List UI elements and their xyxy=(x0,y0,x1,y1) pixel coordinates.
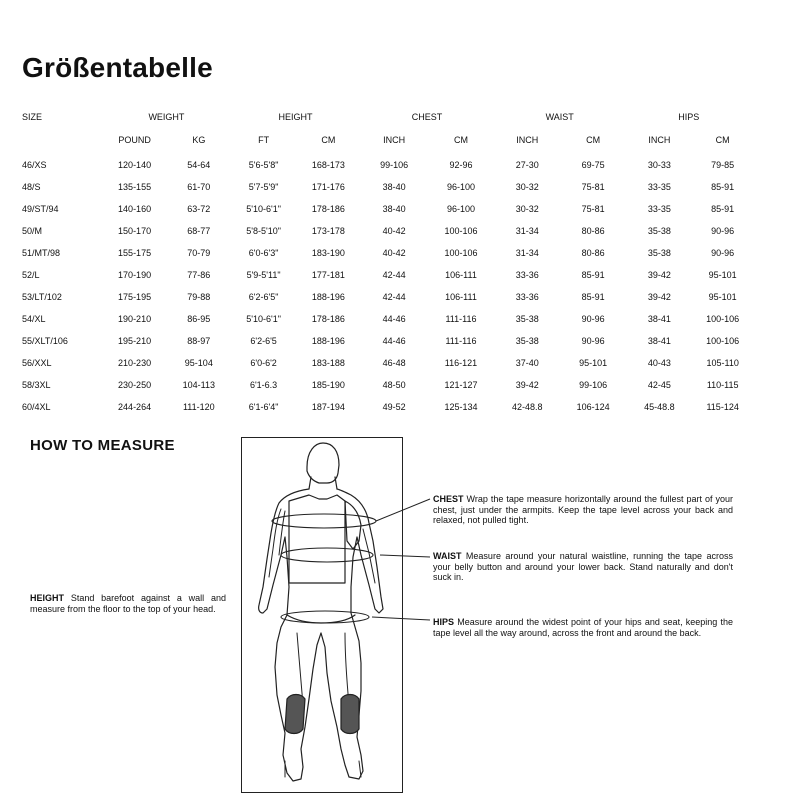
height-instruction xyxy=(30,593,226,614)
size-label-cell: 48/S xyxy=(22,182,41,192)
how-to-measure-heading: HOW TO MEASURE xyxy=(30,437,175,454)
table-cell: 44-46 xyxy=(382,336,406,346)
table-cell: 5'8-5'10" xyxy=(246,226,281,236)
unit-header-cell: POUND xyxy=(118,135,151,145)
table-cell: 178-186 xyxy=(311,314,345,324)
table-cell: 39-42 xyxy=(515,380,539,390)
table-cell: 188-196 xyxy=(311,292,345,302)
table-cell: 104-113 xyxy=(182,380,215,390)
table-cell: 85-91 xyxy=(581,292,605,302)
table-cell: 75-81 xyxy=(581,182,605,192)
header-height: HEIGHT xyxy=(278,112,313,122)
table-row xyxy=(22,264,752,286)
table-cell: 39-42 xyxy=(647,292,671,302)
table-row xyxy=(22,242,752,264)
table-row xyxy=(22,198,752,220)
table-cell: 35-38 xyxy=(647,226,671,236)
table-cell: 230-250 xyxy=(118,380,152,390)
table-row xyxy=(22,154,752,176)
table-cell: 68-77 xyxy=(187,226,211,236)
unit-header-blank xyxy=(22,126,102,154)
table-cell: 111-116 xyxy=(445,336,477,346)
table-cell: 85-91 xyxy=(711,204,735,214)
table-cell: 44-46 xyxy=(382,314,406,324)
header-weight: WEIGHT xyxy=(148,112,185,122)
table-cell: 75-81 xyxy=(581,204,605,214)
table-cell: 45-48.8 xyxy=(644,402,675,412)
size-label-cell: 51/MT/98 xyxy=(22,248,61,258)
hips-tape-loop xyxy=(281,611,369,623)
table-cell: 244-264 xyxy=(118,402,152,412)
table-cell: 90-96 xyxy=(581,314,605,324)
table-cell: 30-32 xyxy=(515,182,539,192)
table-cell: 48-50 xyxy=(382,380,406,390)
table-cell: 40-42 xyxy=(382,226,406,236)
table-row xyxy=(22,176,752,198)
table-cell: 187-194 xyxy=(311,402,345,412)
table-cell: 79-85 xyxy=(711,160,735,170)
table-cell: 85-91 xyxy=(711,182,735,192)
table-cell: 5'7-5'9" xyxy=(248,182,279,192)
table-cell: 140-160 xyxy=(118,204,152,214)
table-cell: 90-96 xyxy=(711,226,735,236)
table-cell: 5'10-6'1" xyxy=(246,314,281,324)
table-cell: 6'0-6'2 xyxy=(250,358,277,368)
table-cell: 92-96 xyxy=(449,160,473,170)
table-cell: 85-91 xyxy=(581,270,605,280)
table-cell: 173-178 xyxy=(311,226,345,236)
size-label-cell: 56/XXL xyxy=(22,358,52,368)
size-label-cell: 53/LT/102 xyxy=(22,292,62,302)
unit-header-cell: CM xyxy=(453,135,468,145)
table-cell: 155-175 xyxy=(118,248,152,258)
table-cell: 99-106 xyxy=(579,380,608,390)
table-cell: 33-35 xyxy=(647,182,671,192)
page-title: Größentabelle xyxy=(22,52,213,83)
table-cell: 33-36 xyxy=(515,270,539,280)
table-cell: 96-100 xyxy=(446,182,475,192)
table-cell: 40-42 xyxy=(382,248,406,258)
size-label-cell: 54/XL xyxy=(22,314,46,324)
header-chest: CHEST xyxy=(411,112,443,122)
chest-instruction xyxy=(433,494,733,526)
table-cell: 6'2-6'5" xyxy=(248,292,279,302)
table-row xyxy=(22,352,752,374)
table-cell: 6'1-6.3 xyxy=(249,380,278,390)
unit-header-cell: FT xyxy=(258,135,270,145)
table-cell: 27-30 xyxy=(515,160,539,170)
table-cell: 100-106 xyxy=(444,226,478,236)
table-cell: 190-210 xyxy=(118,314,152,324)
table-cell: 5'9-5'11" xyxy=(246,270,281,280)
table-cell: 105-110 xyxy=(706,358,739,368)
table-cell: 42-44 xyxy=(382,292,406,302)
size-label-cell: 52/L xyxy=(22,270,40,280)
table-cell: 95-101 xyxy=(579,358,608,368)
header-waist: WAIST xyxy=(545,112,574,122)
table-cell: 121-127 xyxy=(444,380,478,390)
table-cell: 42-48.8 xyxy=(512,402,543,412)
header-size: SIZE xyxy=(22,112,43,122)
table-cell: 210-230 xyxy=(118,358,152,368)
table-cell: 135-155 xyxy=(118,182,152,192)
table-cell: 188-196 xyxy=(311,336,345,346)
hips-label: HIPS xyxy=(433,617,455,627)
table-row xyxy=(22,286,752,308)
table-cell: 95-101 xyxy=(708,292,737,302)
unit-header-row xyxy=(22,126,752,154)
group-header-row xyxy=(22,108,752,126)
table-cell: 38-40 xyxy=(382,204,406,214)
table-cell: 39-42 xyxy=(647,270,671,280)
table-cell: 6'2-6'5 xyxy=(250,336,277,346)
table-cell: 90-96 xyxy=(581,336,605,346)
table-cell: 46-48 xyxy=(382,358,406,368)
unit-header-cell: CM xyxy=(586,135,601,145)
table-cell: 42-44 xyxy=(382,270,406,280)
table-row xyxy=(22,330,752,352)
table-cell: 80-86 xyxy=(581,226,605,236)
unit-header-cell: INCH xyxy=(648,135,671,145)
height-label: HEIGHT xyxy=(30,593,65,603)
size-rows xyxy=(22,154,752,418)
table-cell: 178-186 xyxy=(311,204,345,214)
hips-text: Measure around the widest point of your hips and seat, keeping the tape level all the way around, across the front and around the back. xyxy=(433,617,733,638)
table-cell: 33-35 xyxy=(647,204,671,214)
size-label-cell: 50/M xyxy=(22,226,43,236)
size-label-cell: 46/XS xyxy=(22,160,47,170)
table-cell: 5'10-6'1" xyxy=(246,204,281,214)
table-cell: 86-95 xyxy=(187,314,211,324)
table-cell: 54-64 xyxy=(187,160,211,170)
table-cell: 120-140 xyxy=(118,160,152,170)
table-row xyxy=(22,396,752,418)
table-cell: 175-195 xyxy=(118,292,152,302)
table-cell: 110-115 xyxy=(706,380,739,390)
waist-tape-loop xyxy=(281,548,373,562)
unit-header-cell: INCH xyxy=(383,135,406,145)
table-cell: 31-34 xyxy=(515,226,539,236)
size-label-cell: 60/4XL xyxy=(22,402,51,412)
table-cell: 49-52 xyxy=(382,402,406,412)
size-chart-table xyxy=(22,108,752,418)
table-cell: 30-33 xyxy=(647,160,671,170)
header-hips: HIPS xyxy=(678,112,700,122)
table-cell: 185-190 xyxy=(311,380,345,390)
unit-header-cell: KG xyxy=(192,135,206,145)
table-cell: 69-75 xyxy=(581,160,605,170)
table-row xyxy=(22,308,752,330)
waist-text: Measure around your natural waistline, running the tape across your belly button and around your lower back. Stand naturally and don't suck in. xyxy=(433,551,733,583)
table-cell: 116-121 xyxy=(444,358,478,368)
table-cell: 35-38 xyxy=(515,336,539,346)
table-cell: 183-188 xyxy=(311,358,345,368)
table-cell: 183-190 xyxy=(311,248,345,258)
table-cell: 115-124 xyxy=(706,402,739,412)
wetsuit-figure-illustration xyxy=(241,437,403,793)
table-cell: 111-120 xyxy=(182,402,215,412)
size-label-cell: 55/XLT/106 xyxy=(22,336,68,346)
table-cell: 95-101 xyxy=(708,270,737,280)
table-cell: 63-72 xyxy=(187,204,211,214)
height-text: Stand barefoot against a wall and measure from the floor to the top of your head. xyxy=(30,593,226,614)
waist-instruction xyxy=(433,551,733,583)
size-label-cell: 58/3XL xyxy=(22,380,51,390)
table-cell: 100-106 xyxy=(706,336,740,346)
table-cell: 6'0-6'3" xyxy=(248,248,279,258)
table-cell: 177-181 xyxy=(311,270,345,280)
table-cell: 80-86 xyxy=(581,248,605,258)
table-cell: 171-176 xyxy=(311,182,345,192)
table-cell: 90-96 xyxy=(711,248,735,258)
table-cell: 100-106 xyxy=(444,248,478,258)
table-cell: 88-97 xyxy=(187,336,211,346)
table-cell: 38-40 xyxy=(382,182,406,192)
table-cell: 168-173 xyxy=(311,160,345,170)
table-cell: 195-210 xyxy=(118,336,152,346)
table-cell: 37-40 xyxy=(515,358,539,368)
table-cell: 30-32 xyxy=(515,204,539,214)
table-cell: 150-170 xyxy=(118,226,152,236)
unit-header-cell: CM xyxy=(321,135,336,145)
table-cell: 125-134 xyxy=(444,402,478,412)
table-cell: 99-106 xyxy=(380,160,409,170)
table-cell: 31-34 xyxy=(515,248,539,258)
table-cell: 42-45 xyxy=(647,380,671,390)
table-row xyxy=(22,220,752,242)
table-cell: 106-124 xyxy=(576,402,610,412)
table-cell: 96-100 xyxy=(446,204,475,214)
table-cell: 5'6-5'8" xyxy=(248,160,279,170)
table-cell: 6'1-6'4" xyxy=(248,402,279,412)
table-cell: 38-41 xyxy=(647,336,671,346)
table-cell: 40-43 xyxy=(647,358,671,368)
table-cell: 61-70 xyxy=(187,182,211,192)
table-cell: 95-104 xyxy=(184,358,213,368)
table-cell: 100-106 xyxy=(706,314,740,324)
unit-header-cell: INCH xyxy=(516,135,539,145)
table-cell: 106-111 xyxy=(445,292,477,302)
table-row xyxy=(22,374,752,396)
chest-label: CHEST xyxy=(433,494,464,504)
chest-text: Wrap the tape measure horizontally around the fullest part of your chest, just under the armpits. Keep the tape level across your back and relaxed, not pulled tight. xyxy=(433,494,733,526)
size-label-cell: 49/ST/94 xyxy=(22,204,59,214)
table-cell: 79-88 xyxy=(187,292,211,302)
table-cell: 77-86 xyxy=(187,270,211,280)
unit-header-cell: CM xyxy=(715,135,730,145)
table-cell: 35-38 xyxy=(515,314,539,324)
table-cell: 33-36 xyxy=(515,292,539,302)
table-cell: 106-111 xyxy=(445,270,477,280)
hips-instruction xyxy=(433,617,733,638)
waist-label: WAIST xyxy=(433,551,462,561)
table-cell: 70-79 xyxy=(187,248,211,258)
table-cell: 170-190 xyxy=(118,270,152,280)
table-cell: 35-38 xyxy=(647,248,671,258)
table-cell: 111-116 xyxy=(445,314,477,324)
table-cell: 38-41 xyxy=(647,314,671,324)
